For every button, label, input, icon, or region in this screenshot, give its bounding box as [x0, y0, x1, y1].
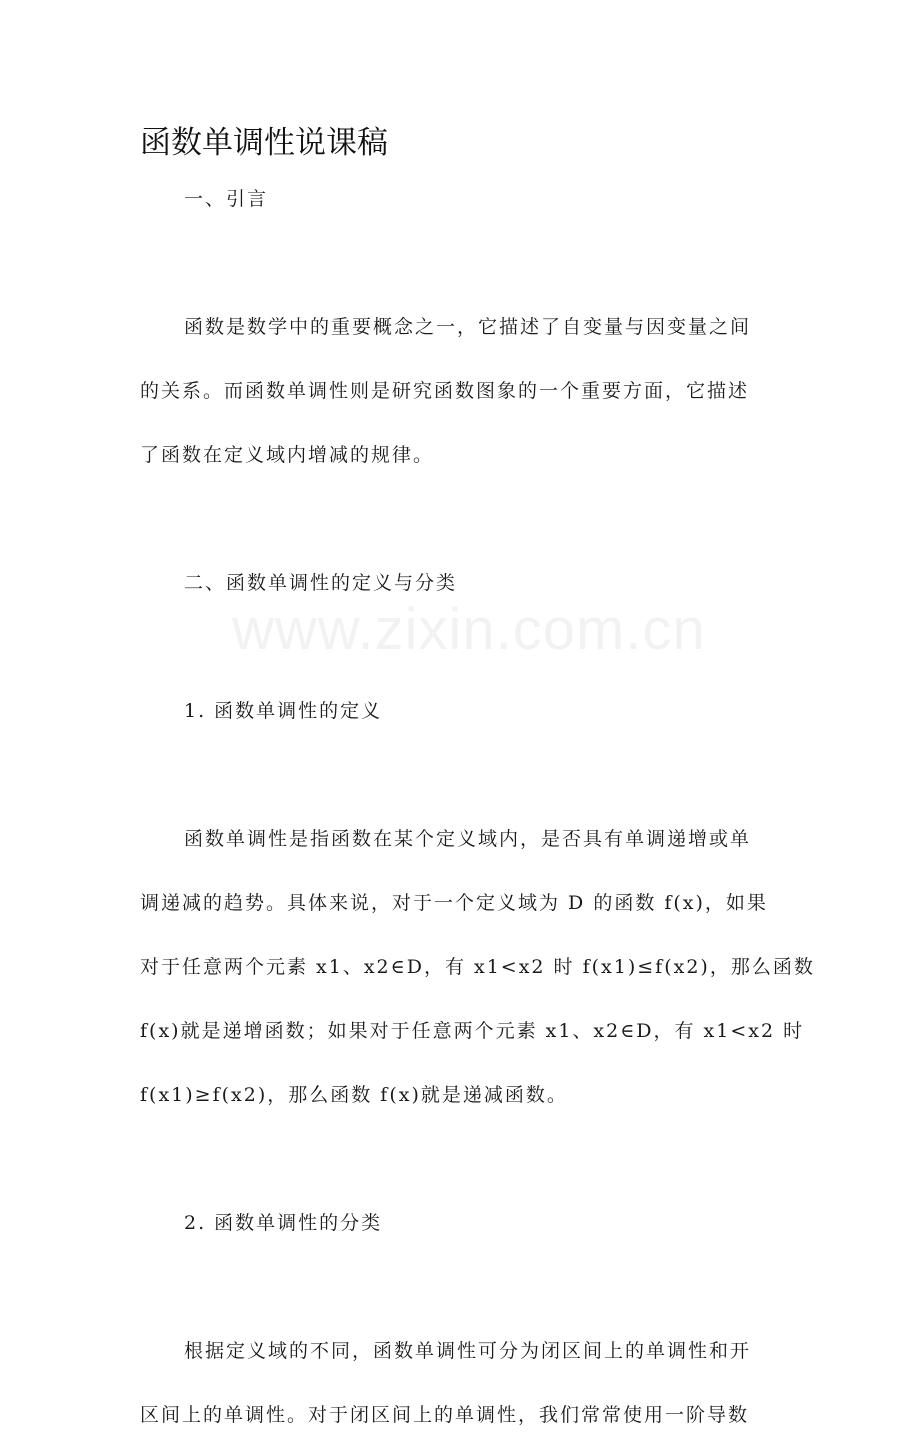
paragraph-line: 区间上的单调性。对于闭区间上的单调性，我们常常使用一阶导数 — [140, 1404, 750, 1426]
spacer — [140, 615, 780, 679]
paragraph-line: 函数单调性是指函数在某个定义域内，是否具有单调递增或单 — [184, 828, 752, 850]
paragraph-line: f(x1)≥f(x2)，那么函数 f(x)就是递减函数。 — [140, 1084, 568, 1106]
paragraph-line: 根据定义域的不同，函数单调性可分为闭区间上的单调性和开 — [184, 1340, 752, 1362]
paragraph-line: 函数是数学中的重要概念之一，它描述了自变量与因变量之间 — [184, 316, 752, 338]
spacer — [140, 487, 780, 551]
watermark: www.zixin.com.cn — [232, 597, 706, 662]
spacer — [140, 743, 780, 807]
section-heading-definition-classification: 二、函数单调性的定义与分类 — [184, 572, 458, 594]
paragraph-line: 调递减的趋势。具体来说，对于一个定义域为 D 的函数 f(x)，如果 — [140, 892, 768, 914]
intro-section — [140, 167, 815, 1447]
spacer — [140, 231, 780, 295]
paragraph-line: 的关系。而函数单调性则是研究函数图象的一个重要方面，它描述 — [140, 380, 750, 402]
subheading-classification: 2. 函数单调性的分类 — [184, 1212, 383, 1234]
paragraph-line: f(x)就是递增函数；如果对于任意两个元素 x1、x2∈D，有 x1<x2 时 — [140, 1020, 805, 1042]
subheading-definition: 1. 函数单调性的定义 — [184, 700, 383, 722]
paragraph-line: 对于任意两个元素 x1、x2∈D，有 x1<x2 时 f(x1)≤f(x2)，那么函数 — [140, 956, 815, 978]
paragraph-line: 了函数在定义域内增减的规律。 — [140, 444, 435, 466]
section-heading-intro: 一、引言 — [184, 188, 269, 210]
spacer — [140, 1255, 780, 1319]
spacer — [140, 1127, 780, 1191]
page-title: 函数单调性说课稿 — [140, 125, 388, 161]
